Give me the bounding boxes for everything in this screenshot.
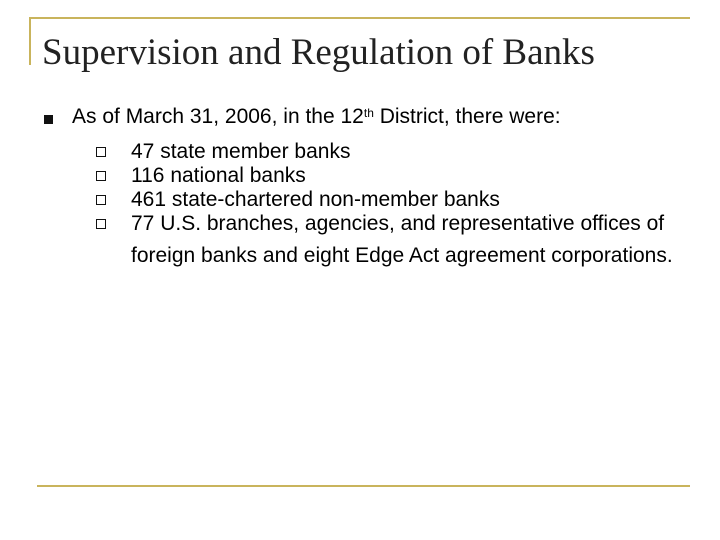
- hollow-square-bullet-icon: [96, 219, 106, 229]
- main-bullet-text: [72, 101, 561, 133]
- sub-bullet-list: [96, 140, 696, 272]
- title-frame-vertical-rule: [29, 17, 31, 65]
- hollow-square-bullet-icon: [96, 147, 106, 157]
- sub-bullet-text: 116 national banks: [131, 164, 306, 187]
- slide-title: Supervision and Regulation of Banks: [42, 32, 595, 73]
- sub-bullet-item: [96, 164, 696, 188]
- title-frame-horizontal-rule: [29, 17, 690, 19]
- sub-bullet-text: 47 state member banks: [131, 140, 351, 163]
- main-bullet-prefix: As of March 31, 2006, in the 12: [72, 105, 364, 128]
- square-bullet-icon: [44, 115, 53, 124]
- hollow-square-bullet-icon: [96, 195, 106, 205]
- hollow-square-bullet-icon: [96, 171, 106, 181]
- sub-bullet-text: 77 U.S. branches, agencies, and representative offices of foreign banks and eight Edge Act agreement corporations.: [131, 212, 673, 267]
- main-bullet-suffix: District, there were:: [373, 105, 561, 128]
- footer-rule: [37, 485, 690, 487]
- sub-bullet-item: [96, 208, 696, 272]
- sub-bullet-text: 461 state-chartered non-member banks: [131, 188, 500, 211]
- ordinal-superscript: th: [363, 106, 374, 120]
- sub-bullet-item: [96, 140, 696, 164]
